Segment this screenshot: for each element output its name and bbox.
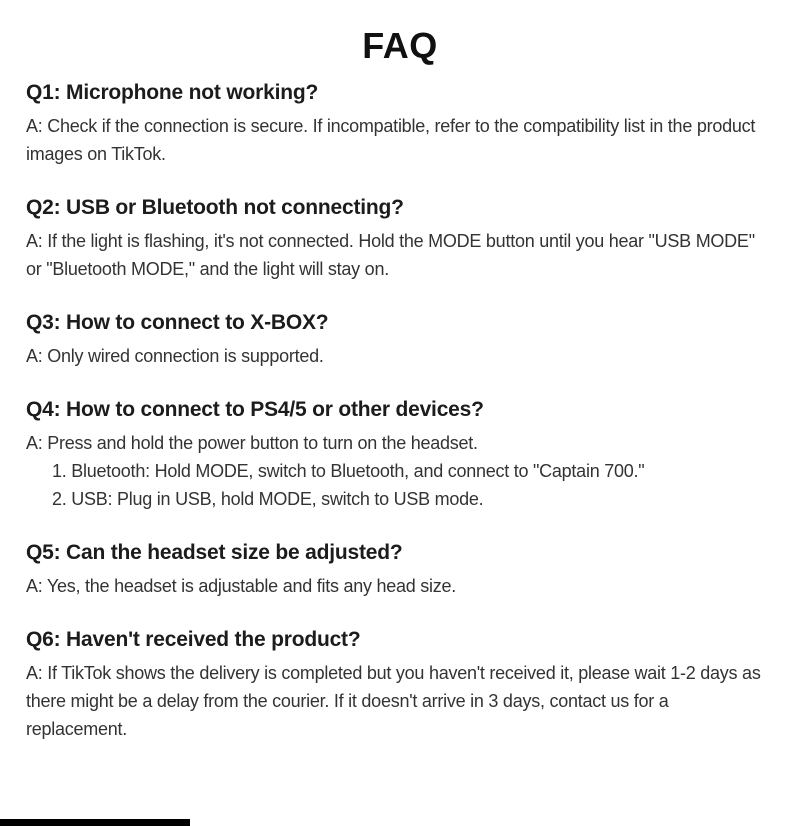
faq-step: 1. Bluetooth: Hold MODE, switch to Bluetooth, and connect to "Captain 700." xyxy=(52,461,645,481)
faq-question: Q6: Haven't received the product? xyxy=(26,628,361,651)
faq-page xyxy=(0,26,800,743)
faq-question: Q5: Can the headset size be adjusted? xyxy=(26,541,403,564)
faq-answer: A: If TikTok shows the delivery is completed but you haven't received it, please wait 1-2 days as there might be a delay from the courier. If it doesn't arrive in 3 days, contact us for a replacement. xyxy=(26,663,761,739)
faq-item-q3 xyxy=(26,310,774,370)
faq-steps xyxy=(26,457,774,513)
faq-answer: A: Yes, the headset is adjustable and fits any head size. xyxy=(26,576,457,596)
faq-question: Q1: Microphone not working? xyxy=(26,81,319,104)
faq-item-q1 xyxy=(26,80,774,168)
faq-answer: A: Check if the connection is secure. If incompatible, refer to the compatibility list in the product images on TikTok. xyxy=(26,116,756,164)
faq-answer: A: Press and hold the power button to turn on the headset. xyxy=(26,433,478,453)
faq-item-q6 xyxy=(26,627,774,743)
page-title: FAQ xyxy=(362,25,438,66)
faq-step: 2. USB: Plug in USB, hold MODE, switch to USB mode. xyxy=(52,489,484,509)
faq-answer: A: Only wired connection is supported. xyxy=(26,346,324,366)
bottom-left-bar xyxy=(0,819,190,826)
faq-item-q4 xyxy=(26,397,774,513)
faq-item-q5 xyxy=(26,540,774,600)
faq-question: Q2: USB or Bluetooth not connecting? xyxy=(26,196,404,219)
faq-item-q2 xyxy=(26,195,774,283)
faq-question: Q3: How to connect to X-BOX? xyxy=(26,311,329,334)
faq-answer: A: If the light is flashing, it's not connected. Hold the MODE button until you hear "USB MODE" or "Bluetooth MODE," and the light will stay on. xyxy=(26,231,755,279)
faq-question: Q4: How to connect to PS4/5 or other devices? xyxy=(26,398,484,421)
